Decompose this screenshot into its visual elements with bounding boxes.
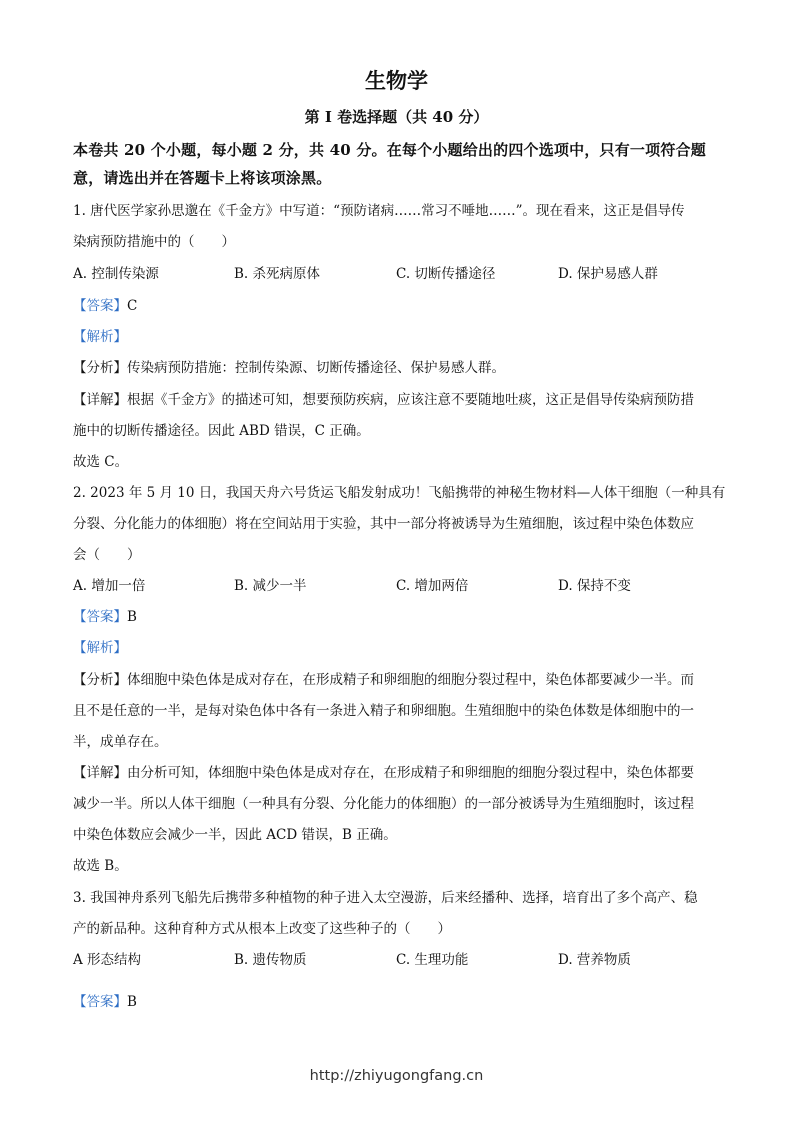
detail-tag: 【详解】 bbox=[73, 765, 127, 781]
answer-tag: 【答案】 bbox=[73, 298, 127, 314]
fenxi-tag: 【分析】 bbox=[73, 360, 127, 376]
analysis-line bbox=[73, 637, 723, 659]
section-title: 第 I 卷选择题（共 40 分） bbox=[304, 108, 489, 126]
option-a: A 形态结构 bbox=[73, 952, 142, 968]
answer-value: B bbox=[127, 609, 137, 625]
fenxi-line: 半，成单存在。 bbox=[73, 734, 168, 750]
analysis-line bbox=[73, 326, 723, 348]
detail-line: 施中的切断传播途径。因此 ABD 错误，C 正确。 bbox=[73, 423, 370, 439]
question-3-text-line: 3. 我国神舟系列飞船先后携带多种植物的种子进入太空漫游，后来经播种、选择，培育出了多个高产、稳 bbox=[73, 890, 698, 906]
detail-tag: 【详解】 bbox=[73, 392, 127, 408]
fenxi-text: 体细胞中染色体是成对存在，在形成精子和卵细胞的细胞分裂过程中，染色体都要减少一半。而 bbox=[127, 672, 694, 688]
fenxi-line: 且不是任意的一半，是每对染色体中各有一条进入精子和卵细胞。生殖细胞中的染色体数是体细胞中的一 bbox=[73, 703, 694, 719]
question-2-text-line: 分裂、分化能力的体细胞）将在空间站用于实验，其中一部分将被诱导为生殖细胞，该过程中染色体数应 bbox=[73, 516, 694, 532]
answer-line bbox=[73, 606, 723, 628]
detail-line: 中染色体数应会减少一半，因此 ACD 错误，B 正确。 bbox=[73, 827, 397, 843]
question-2-text-line: 2. 2023 年 5 月 10 日，我国天舟六号货运飞船发射成功！飞船携带的神秘生物材料—人体干细胞（一种具有 bbox=[73, 485, 726, 501]
instructions-line: 意，请选出并在答题卡上将该项涂黑。 bbox=[73, 169, 332, 187]
answer-tag: 【答案】 bbox=[73, 994, 127, 1010]
option-c: C. 增加两倍 bbox=[396, 578, 469, 594]
detail-line bbox=[73, 389, 723, 411]
answer-value: B bbox=[127, 994, 137, 1010]
detail-line: 减少一半。所以人体干细胞（一种具有分裂、分化能力的体细胞）的一部分被诱导为生殖细胞时，该过程 bbox=[73, 796, 694, 812]
option-b: B. 减少一半 bbox=[234, 578, 307, 594]
answer-value: C bbox=[127, 298, 138, 314]
question-3-text-line: 产的新品种。这种育种方式从根本上改变了这些种子的（ ） bbox=[73, 921, 451, 937]
option-d: D. 营养物质 bbox=[558, 952, 631, 968]
instructions-line: 本卷共 20 个小题，每小题 2 分，共 40 分。在每个小题给出的四个选项中，只有一项符合题 bbox=[73, 141, 706, 159]
option-a: A. 控制传染源 bbox=[73, 266, 159, 282]
analysis-tag: 【解析】 bbox=[73, 640, 127, 656]
answer-line bbox=[73, 991, 723, 1013]
answer-tag: 【答案】 bbox=[73, 609, 127, 625]
conclusion-line: 故选 C。 bbox=[73, 454, 129, 470]
conclusion-line: 故选 B。 bbox=[73, 858, 128, 874]
question-1-text-line: 染病预防措施中的（ ） bbox=[73, 234, 235, 250]
footer-url: http://zhiyugongfang.cn bbox=[309, 1068, 484, 1084]
detail-line bbox=[73, 762, 723, 784]
question-1-text-line: 1. 唐代医学家孙思邈在《千金方》中写道：“预防诸病……常习不唾地……”。现在看来，这正是倡导传 bbox=[73, 203, 685, 219]
detail-text: 根据《千金方》的描述可知，想要预防疾病，应该注意不要随地吐痰，这正是倡导传染病预防措 bbox=[127, 392, 694, 408]
option-c: C. 切断传播途径 bbox=[396, 266, 496, 282]
analysis-tag: 【解析】 bbox=[73, 329, 127, 345]
fenxi-line bbox=[73, 669, 723, 691]
fenxi-tag: 【分析】 bbox=[73, 672, 127, 688]
question-2-text-line: 会（ ） bbox=[73, 547, 141, 563]
option-a: A. 增加一倍 bbox=[73, 578, 146, 594]
section-instructions bbox=[73, 136, 723, 192]
option-d: D. 保护易感人群 bbox=[558, 266, 658, 282]
fenxi-line bbox=[73, 357, 723, 379]
detail-text: 由分析可知，体细胞中染色体是成对存在，在形成精子和卵细胞的细胞分裂过程中，染色体都要 bbox=[127, 765, 694, 781]
option-b: B. 遗传物质 bbox=[234, 952, 307, 968]
option-b: B. 杀死病原体 bbox=[234, 266, 321, 282]
page-title: 生物学 bbox=[365, 68, 428, 93]
option-d: D. 保持不变 bbox=[558, 578, 631, 594]
option-c: C. 生理功能 bbox=[396, 952, 469, 968]
fenxi-text: 传染病预防措施：控制传染源、切断传播途径、保护易感人群。 bbox=[127, 360, 505, 376]
answer-line bbox=[73, 295, 723, 317]
